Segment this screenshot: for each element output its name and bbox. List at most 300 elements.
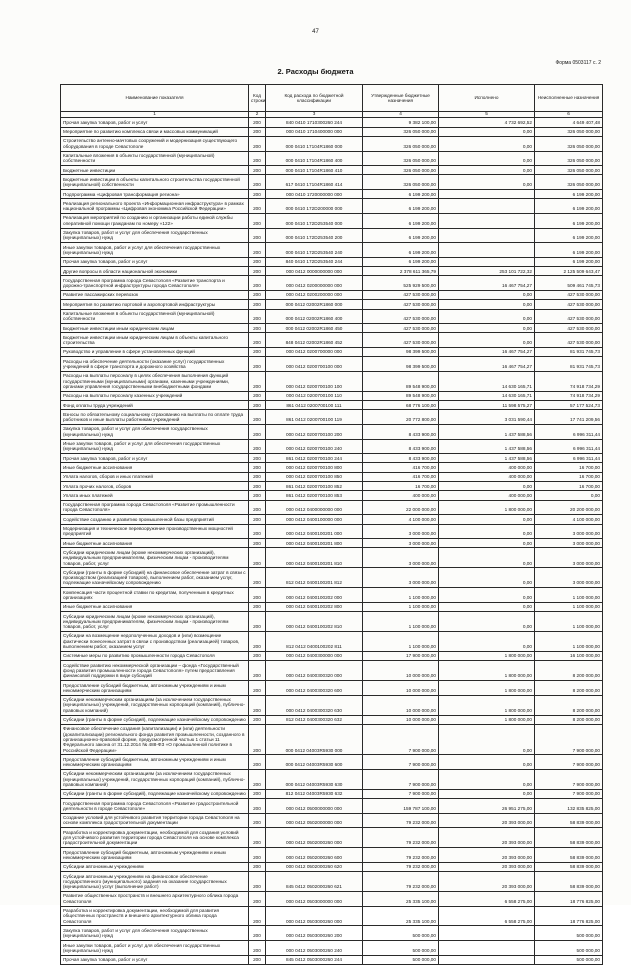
- row-unexecuted-cell: 6 996 311,44: [535, 424, 603, 439]
- row-name-cell: Государственная программа города Севастополя «Развитие транспорта и дорожно-транспортной инфраструктуры города Севастополя»: [61, 276, 249, 291]
- row-kbk-cell: 000 0412 0200700100 100: [266, 371, 363, 391]
- row-approved-cell: 10 000 000,00: [363, 715, 439, 724]
- row-approved-cell: 6 199 200,00: [363, 190, 439, 199]
- row-approved-cell: 6 199 200,00: [363, 257, 439, 266]
- row-name-cell: Мероприятие по развитию комплекса связи и массовых коммуникаций: [61, 127, 249, 136]
- row-approved-cell: 400 000,00: [363, 491, 439, 500]
- table-row: [61, 539, 603, 548]
- row-kbk-cell: 000 0412 0200700100 240: [266, 439, 363, 454]
- row-approved-cell: 6 199 200,00: [363, 213, 439, 228]
- table-row: [61, 472, 603, 481]
- row-name-cell: Бюджетные инвестиции иным юридическим лицам в объекты капитального строительства: [61, 333, 249, 348]
- row-name-cell: Субсидии некоммерческим организациям (за исключением государственных (муниципальных) учреждений, государственных корпораций (компаний), публично-правовых компаний): [61, 695, 249, 715]
- row-unexecuted-cell: 6 199 200,00: [535, 243, 603, 258]
- table-row: [61, 276, 603, 291]
- table-row: [61, 941, 603, 956]
- row-name-cell: Иные закупки товаров, работ и услуг для обеспечения государственных (муниципальных) нужд: [61, 941, 249, 956]
- row-executed-cell: 1 800 000,00: [439, 681, 535, 696]
- row-line-code-cell: 200: [249, 118, 266, 127]
- column-number: 5: [439, 112, 535, 118]
- row-approved-cell: 6 199 200,00: [363, 243, 439, 258]
- row-kbk-cell: 861 0412 0200700100 244: [266, 454, 363, 463]
- row-executed-cell: 0,00: [439, 309, 535, 324]
- row-approved-cell: 22 000 000,00: [363, 500, 439, 515]
- row-line-code-cell: 200: [249, 862, 266, 871]
- row-kbk-cell: 000 0412 0200000000 000: [266, 276, 363, 291]
- row-unexecuted-cell: 509 461 745,73: [535, 276, 603, 291]
- row-kbk-cell: 000 0412 0400100201 800: [266, 539, 363, 548]
- table-row: [61, 324, 603, 333]
- row-kbk-cell: 000 0412 0200700100 800: [266, 463, 363, 472]
- row-name-cell: Прочая закупка товаров, работ и услуг: [61, 454, 249, 463]
- table-row: [61, 789, 603, 798]
- row-line-code-cell: 200: [249, 410, 266, 425]
- row-name-cell: Бюджетные инвестиции: [61, 166, 249, 175]
- row-approved-cell: 20 772 800,00: [363, 410, 439, 425]
- row-executed-cell: 20 393 000,00: [439, 813, 535, 828]
- row-executed-cell: 20 393 000,00: [439, 872, 535, 892]
- row-name-cell: Бюджетные инвестиции иным юридическим лицам: [61, 324, 249, 333]
- row-name-cell: Иные закупки товаров, работ и услуг для обеспечения государственных (муниципальных) нужд: [61, 243, 249, 258]
- row-unexecuted-cell: 74 918 734,29: [535, 371, 603, 391]
- row-kbk-cell: 000 0410 172D200000 000: [266, 199, 363, 214]
- table-row: [61, 588, 603, 603]
- row-name-cell: Иные бюджетные ассигнования: [61, 539, 249, 548]
- row-line-code-cell: 200: [249, 941, 266, 956]
- header-unexecuted: Неисполненные назначения: [535, 85, 603, 112]
- row-line-code-cell: 200: [249, 199, 266, 214]
- row-kbk-cell: 000 0410 172D253540 200: [266, 228, 363, 243]
- row-line-code-cell: 200: [249, 828, 266, 848]
- row-approved-cell: 79 232 000,00: [363, 813, 439, 828]
- row-unexecuted-cell: 8 200 000,00: [535, 681, 603, 696]
- table-row: [61, 424, 603, 439]
- row-line-code-cell: 200: [249, 724, 266, 754]
- table-row: [61, 482, 603, 491]
- row-executed-cell: 6 558 275,00: [439, 906, 535, 926]
- table-row: [61, 612, 603, 632]
- row-executed-cell: 0,00: [439, 175, 535, 190]
- row-name-cell: Прочая закупка товаров, работ и услуг: [61, 257, 249, 266]
- row-executed-cell: 0,00: [439, 166, 535, 175]
- row-line-code-cell: 200: [249, 324, 266, 333]
- table-row: [61, 695, 603, 715]
- header-line-code: Код строки: [249, 85, 266, 112]
- row-kbk-cell: 000 0412 0502000260 000: [266, 828, 363, 848]
- row-line-code-cell: 200: [249, 213, 266, 228]
- row-executed-cell: [439, 926, 535, 941]
- table-row: [61, 257, 603, 266]
- row-unexecuted-cell: 4 100 000,00: [535, 515, 603, 524]
- row-line-code-cell: 200: [249, 371, 266, 391]
- row-line-code-cell: 200: [249, 548, 266, 568]
- row-unexecuted-cell: 58 839 000,00: [535, 872, 603, 892]
- row-line-code-cell: 200: [249, 333, 266, 348]
- row-name-cell: Субсидии автономным учреждениям: [61, 862, 249, 871]
- row-name-cell: Мероприятия по развитию портовой и аэропортовой инфраструктуры: [61, 300, 249, 309]
- row-name-cell: Субсидии (гранты в форме субсидий) на финансовое обеспечение затрат в связи с производством (реализацией товаров), выполнением работ, оказанием услуг, подлежащие казначейскому сопровождению: [61, 568, 249, 588]
- table-row: [61, 371, 603, 391]
- row-name-cell: Прочая закупка товаров, работ и услуг: [61, 955, 249, 964]
- row-unexecuted-cell: 0,00: [535, 491, 603, 500]
- row-approved-cell: 8 433 900,00: [363, 439, 439, 454]
- row-kbk-cell: 861 0412 0200700100 852: [266, 482, 363, 491]
- row-unexecuted-cell: 6 199 200,00: [535, 199, 603, 214]
- row-executed-cell: 0,00: [439, 568, 535, 588]
- row-name-cell: Руководство и управление в сфере установленных функций: [61, 347, 249, 356]
- row-line-code-cell: 200: [249, 524, 266, 539]
- row-line-code-cell: 200: [249, 848, 266, 863]
- row-line-code-cell: 200: [249, 472, 266, 481]
- row-line-code-cell: 200: [249, 175, 266, 190]
- row-line-code-cell: 200: [249, 276, 266, 291]
- row-kbk-cell: 000 0410 172D253540 000: [266, 213, 363, 228]
- row-unexecuted-cell: 8 200 000,00: [535, 661, 603, 681]
- row-name-cell: Содействие развитию некоммерческой организации – фонда «Государственный фонд развития промышленности города Севастополя» путем предоставления финансовой поддержки в виде субсидий: [61, 661, 249, 681]
- row-approved-cell: 8 433 900,00: [363, 424, 439, 439]
- row-kbk-cell: 000 0412 0400100201 000: [266, 524, 363, 539]
- row-name-cell: Взносы по обязательному социальному страхованию на выплаты по оплате труда работников и иные выплаты работникам учреждений: [61, 410, 249, 425]
- row-unexecuted-cell: 16 100 000,00: [535, 651, 603, 660]
- row-name-cell: Закупка товаров, работ и услуг для обеспечения государственных (муниципальных) нужд: [61, 926, 249, 941]
- row-kbk-cell: 861 0412 0200700100 111: [266, 401, 363, 410]
- row-line-code-cell: 200: [249, 243, 266, 258]
- row-name-cell: Предоставление субсидий бюджетным, автономным учреждениям и иным некоммерческим организациям: [61, 848, 249, 863]
- row-approved-cell: 9 382 100,00: [363, 118, 439, 127]
- row-line-code-cell: 200: [249, 309, 266, 324]
- row-approved-cell: 89 548 900,00: [363, 391, 439, 400]
- row-executed-cell: 0,00: [439, 769, 535, 789]
- table-row: [61, 290, 603, 299]
- row-unexecuted-cell: 500 000,00: [535, 941, 603, 956]
- row-executed-cell: 1 437 588,56: [439, 424, 535, 439]
- table-row: [61, 243, 603, 258]
- row-approved-cell: 98 399 500,00: [363, 347, 439, 356]
- table-row: [61, 755, 603, 770]
- row-unexecuted-cell: 427 530 000,00: [535, 300, 603, 309]
- table-row: [61, 828, 603, 848]
- table-row: [61, 199, 603, 214]
- header-executed: Исполнено: [439, 85, 535, 112]
- row-line-code-cell: 200: [249, 813, 266, 828]
- table-row: [61, 651, 603, 660]
- table-row: [61, 548, 603, 568]
- table-body: [61, 118, 603, 965]
- row-name-cell: Реализация мероприятий по созданию и организации работы единой службы оперативной помощи гражданам по номеру «122»: [61, 213, 249, 228]
- row-approved-cell: 427 530 000,00: [363, 309, 439, 324]
- row-line-code-cell: 200: [249, 695, 266, 715]
- row-name-cell: Реализация регионального проекта «Информационная инфраструктура» в рамках национальной программы «Цифровая экономика Российской Федерации»: [61, 199, 249, 214]
- row-executed-cell: 0,00: [439, 548, 535, 568]
- row-executed-cell: [439, 243, 535, 258]
- row-name-cell: Капитальные вложения в объекты государственной (муниципальной) собственности: [61, 151, 249, 166]
- row-executed-cell: [439, 941, 535, 956]
- row-line-code-cell: 200: [249, 651, 266, 660]
- row-executed-cell: 0,00: [439, 631, 535, 651]
- row-kbk-cell: 000 0412 0400300000 000: [266, 651, 363, 660]
- row-line-code-cell: 200: [249, 661, 266, 681]
- table-header-row: [61, 85, 603, 112]
- row-unexecuted-cell: 326 050 000,00: [535, 151, 603, 166]
- row-name-cell: Модернизация и техническое перевооружение производственных мощностей предприятий: [61, 524, 249, 539]
- row-kbk-cell: 000 0412 0400000000 000: [266, 500, 363, 515]
- row-approved-cell: 500 000,00: [363, 926, 439, 941]
- row-name-cell: Системные меры по развитию промышленности города Севастополя: [61, 651, 249, 660]
- table-row: [61, 524, 603, 539]
- row-kbk-cell: 000 0412 0502000260 620: [266, 862, 363, 871]
- row-executed-cell: 253 101 722,32: [439, 267, 535, 276]
- row-approved-cell: 427 530 000,00: [363, 324, 439, 333]
- row-unexecuted-cell: 8 200 000,00: [535, 715, 603, 724]
- table-row: [61, 500, 603, 515]
- row-unexecuted-cell: 3 000 000,00: [535, 568, 603, 588]
- row-name-cell: Содействие созданию и развитию промышленной базы предприятий: [61, 515, 249, 524]
- row-line-code-cell: 200: [249, 300, 266, 309]
- row-kbk-cell: 000 0412 02002R1860 400: [266, 309, 363, 324]
- row-approved-cell: 68 776 100,00: [363, 401, 439, 410]
- column-number: 4: [363, 112, 439, 118]
- row-executed-cell: 0,00: [439, 755, 535, 770]
- row-executed-cell: 0,00: [439, 300, 535, 309]
- row-executed-cell: 20 393 000,00: [439, 862, 535, 871]
- row-kbk-cell: 617 0410 17104R1860 414: [266, 175, 363, 190]
- row-approved-cell: 326 050 000,00: [363, 175, 439, 190]
- row-kbk-cell: 000 0412 0500000000 000: [266, 799, 363, 814]
- row-executed-cell: 4 732 692,52: [439, 118, 535, 127]
- row-unexecuted-cell: 16 700,00: [535, 472, 603, 481]
- row-line-code-cell: 200: [249, 228, 266, 243]
- table-row: [61, 799, 603, 814]
- row-kbk-cell: 000 0412 04003R5930 600: [266, 755, 363, 770]
- header-name: Наименование показателя: [61, 85, 249, 112]
- row-name-cell: Расходы на выплаты персоналу в целях обеспечения выполнения функций государственными (муниципальными) органами, казенными учреждениями, органами управления государственными внебюджетными фондами: [61, 371, 249, 391]
- table-row: [61, 906, 603, 926]
- row-approved-cell: 89 548 900,00: [363, 371, 439, 391]
- row-line-code-cell: 200: [249, 612, 266, 632]
- row-unexecuted-cell: 326 050 000,00: [535, 175, 603, 190]
- row-kbk-cell: 000 0412 0200700100 850: [266, 472, 363, 481]
- row-line-code-cell: 200: [249, 391, 266, 400]
- table-row: [61, 454, 603, 463]
- row-kbk-cell: 848 0412 02002R1860 452: [266, 333, 363, 348]
- row-kbk-cell: 000 0412 0503000260 240: [266, 941, 363, 956]
- row-approved-cell: 25 335 100,00: [363, 891, 439, 906]
- row-unexecuted-cell: 58 839 000,00: [535, 862, 603, 871]
- row-executed-cell: 400 000,00: [439, 491, 535, 500]
- row-executed-cell: 0,00: [439, 602, 535, 611]
- table-row: [61, 309, 603, 324]
- row-line-code-cell: 200: [249, 602, 266, 611]
- row-executed-cell: 0,00: [439, 324, 535, 333]
- row-line-code-cell: 200: [249, 891, 266, 906]
- row-unexecuted-cell: 427 530 000,00: [535, 290, 603, 299]
- row-approved-cell: 8 433 900,00: [363, 454, 439, 463]
- row-unexecuted-cell: 7 900 000,00: [535, 789, 603, 798]
- row-line-code-cell: 200: [249, 482, 266, 491]
- row-unexecuted-cell: 18 776 825,00: [535, 906, 603, 926]
- row-unexecuted-cell: 7 900 000,00: [535, 755, 603, 770]
- column-number: 6: [535, 112, 603, 118]
- row-unexecuted-cell: 1 100 000,00: [535, 612, 603, 632]
- row-name-cell: Субсидии юридическим лицам (кроме некоммерческих организаций), индивидуальным предпринимателям, физическим лицам - производителям товаров, работ, услуг: [61, 612, 249, 632]
- row-approved-cell: 4 100 000,00: [363, 515, 439, 524]
- row-kbk-cell: 000 0412 0200700100 200: [266, 424, 363, 439]
- row-approved-cell: 3 000 000,00: [363, 524, 439, 539]
- row-executed-cell: 3 031 590,44: [439, 410, 535, 425]
- table-row: [61, 872, 603, 892]
- row-approved-cell: 79 232 000,00: [363, 828, 439, 848]
- row-approved-cell: 79 232 000,00: [363, 862, 439, 871]
- row-kbk-cell: 000 0412 0400300320 630: [266, 695, 363, 715]
- row-line-code-cell: 200: [249, 357, 266, 372]
- row-line-code-cell: 200: [249, 631, 266, 651]
- row-name-cell: Развитие пассажирских перевозок: [61, 290, 249, 299]
- row-approved-cell: 10 000 000,00: [363, 695, 439, 715]
- row-approved-cell: 326 050 000,00: [363, 166, 439, 175]
- row-executed-cell: 0,00: [439, 588, 535, 603]
- expenses-table: [60, 84, 603, 965]
- row-line-code-cell: 200: [249, 681, 266, 696]
- row-kbk-cell: 000 0412 0200700100 000: [266, 357, 363, 372]
- row-executed-cell: [439, 199, 535, 214]
- row-name-cell: Предоставление субсидий бюджетным, автономным учреждениям и иным некоммерческим организациям: [61, 681, 249, 696]
- row-name-cell: Строительство антенно-мачтовых сооружений и модернизация существующего оборудования в городе Севастополе: [61, 136, 249, 151]
- row-line-code-cell: 200: [249, 926, 266, 941]
- row-approved-cell: 416 700,00: [363, 463, 439, 472]
- section-title: 2. Расходы бюджета: [277, 67, 354, 76]
- row-approved-cell: 326 050 000,00: [363, 136, 439, 151]
- row-unexecuted-cell: 427 530 000,00: [535, 333, 603, 348]
- row-name-cell: Иные бюджетные ассигнования: [61, 602, 249, 611]
- row-line-code-cell: 200: [249, 789, 266, 798]
- row-approved-cell: 7 900 000,00: [363, 755, 439, 770]
- row-name-cell: Закупка товаров, работ и услуг для обеспечения государственных (муниципальных) нужд: [61, 228, 249, 243]
- row-unexecuted-cell: 58 839 000,00: [535, 828, 603, 848]
- row-line-code-cell: 200: [249, 401, 266, 410]
- row-line-code-cell: 200: [249, 539, 266, 548]
- row-line-code-cell: 200: [249, 127, 266, 136]
- row-approved-cell: 6 199 200,00: [363, 199, 439, 214]
- row-approved-cell: 427 530 000,00: [363, 290, 439, 299]
- row-executed-cell: 14 630 165,71: [439, 371, 535, 391]
- row-executed-cell: [439, 213, 535, 228]
- row-line-code-cell: 200: [249, 755, 266, 770]
- row-line-code-cell: 200: [249, 872, 266, 892]
- table-row: [61, 848, 603, 863]
- row-name-cell: Компенсация части процентной ставки по кредитам, полученным в кредитных организациях: [61, 588, 249, 603]
- row-approved-cell: 3 000 000,00: [363, 539, 439, 548]
- row-kbk-cell: 000 0412 0400300320 000: [266, 661, 363, 681]
- row-unexecuted-cell: 3 000 000,00: [535, 524, 603, 539]
- row-kbk-cell: 000 0412 0200700000 000: [266, 347, 363, 356]
- row-name-cell: Другие вопросы в области национальной экономики: [61, 267, 249, 276]
- row-name-cell: Государственная программа города Севастополя «Развитие промышленности города Севастополя»: [61, 500, 249, 515]
- row-approved-cell: 500 000,00: [363, 955, 439, 964]
- row-executed-cell: 16 467 754,27: [439, 276, 535, 291]
- row-kbk-cell: 000 0412 0000000000 000: [266, 267, 363, 276]
- row-approved-cell: 7 900 000,00: [363, 789, 439, 798]
- row-kbk-cell: 000 0412 04003R5930 630: [266, 769, 363, 789]
- row-kbk-cell: 000 0410 17104R1860 400: [266, 151, 363, 166]
- table-row: [61, 715, 603, 724]
- row-kbk-cell: 000 0410 1710400000 000: [266, 127, 363, 136]
- row-unexecuted-cell: 16 700,00: [535, 463, 603, 472]
- row-kbk-cell: 000 0412 0400100201 810: [266, 548, 363, 568]
- row-approved-cell: 416 700,00: [363, 472, 439, 481]
- row-unexecuted-cell: 1 100 000,00: [535, 588, 603, 603]
- row-unexecuted-cell: 57 177 524,73: [535, 401, 603, 410]
- row-approved-cell: 500 000,00: [363, 941, 439, 956]
- table-row: [61, 347, 603, 356]
- row-executed-cell: 0,00: [439, 127, 535, 136]
- row-line-code-cell: 200: [249, 769, 266, 789]
- row-approved-cell: 1 100 000,00: [363, 588, 439, 603]
- table-row: [61, 118, 603, 127]
- row-approved-cell: 3 000 000,00: [363, 568, 439, 588]
- row-approved-cell: 326 050 000,00: [363, 151, 439, 166]
- row-approved-cell: 326 050 000,00: [363, 127, 439, 136]
- row-line-code-cell: 200: [249, 955, 266, 964]
- table-row: [61, 213, 603, 228]
- row-unexecuted-cell: 58 839 000,00: [535, 813, 603, 828]
- table-row: [61, 439, 603, 454]
- row-kbk-cell: 000 0412 0400100202 000: [266, 588, 363, 603]
- row-name-cell: Расходы на обеспечение деятельности (оказание услуг) государственных учреждений в сфере транспорта и дорожного хозяйства: [61, 357, 249, 372]
- row-unexecuted-cell: 2 125 509 643,47: [535, 267, 603, 276]
- table-row: [61, 300, 603, 309]
- row-approved-cell: 17 900 000,00: [363, 651, 439, 660]
- row-unexecuted-cell: 8 200 000,00: [535, 695, 603, 715]
- row-approved-cell: 427 530 000,00: [363, 300, 439, 309]
- row-line-code-cell: 200: [249, 190, 266, 199]
- row-kbk-cell: 840 0410 1710300260 244: [266, 118, 363, 127]
- row-name-cell: Капитальные вложения в объекты государственной (муниципальной) собственности: [61, 309, 249, 324]
- row-executed-cell: [439, 190, 535, 199]
- row-executed-cell: 0,00: [439, 789, 535, 798]
- row-unexecuted-cell: 58 839 000,00: [535, 848, 603, 863]
- table-row: [61, 357, 603, 372]
- row-executed-cell: 0,00: [439, 524, 535, 539]
- row-executed-cell: [439, 257, 535, 266]
- row-approved-cell: 79 232 000,00: [363, 848, 439, 863]
- row-line-code-cell: 200: [249, 439, 266, 454]
- row-line-code-cell: 200: [249, 715, 266, 724]
- column-number: 1: [61, 112, 249, 118]
- row-executed-cell: 0,00: [439, 151, 535, 166]
- row-unexecuted-cell: 7 900 000,00: [535, 769, 603, 789]
- table-row: [61, 463, 603, 472]
- row-approved-cell: 6 199 200,00: [363, 228, 439, 243]
- row-name-cell: Государственная программа города Севастополя «Развитие градостроительной деятельности в городе Севастополе»: [61, 799, 249, 814]
- page-number: 47: [312, 29, 319, 35]
- row-unexecuted-cell: 3 000 000,00: [535, 539, 603, 548]
- row-name-cell: Подпрограмма «Цифровая трансформация региона»: [61, 190, 249, 199]
- row-kbk-cell: 000 0412 0400100000 000: [266, 515, 363, 524]
- row-unexecuted-cell: 6 996 311,44: [535, 454, 603, 463]
- table-row: [61, 410, 603, 425]
- row-unexecuted-cell: 17 741 209,56: [535, 410, 603, 425]
- row-executed-cell: 1 800 000,00: [439, 500, 535, 515]
- table-row: [61, 631, 603, 651]
- table-row: [61, 391, 603, 400]
- table-row: [61, 862, 603, 871]
- row-executed-cell: 0,00: [439, 290, 535, 299]
- row-approved-cell: 1 100 000,00: [363, 602, 439, 611]
- row-unexecuted-cell: 132 835 825,00: [535, 799, 603, 814]
- row-executed-cell: 0,00: [439, 482, 535, 491]
- row-name-cell: Создание условий для устойчивого развития территории города Севастополя на основе комплекса градостроительной документации: [61, 813, 249, 828]
- row-executed-cell: 0,00: [439, 724, 535, 754]
